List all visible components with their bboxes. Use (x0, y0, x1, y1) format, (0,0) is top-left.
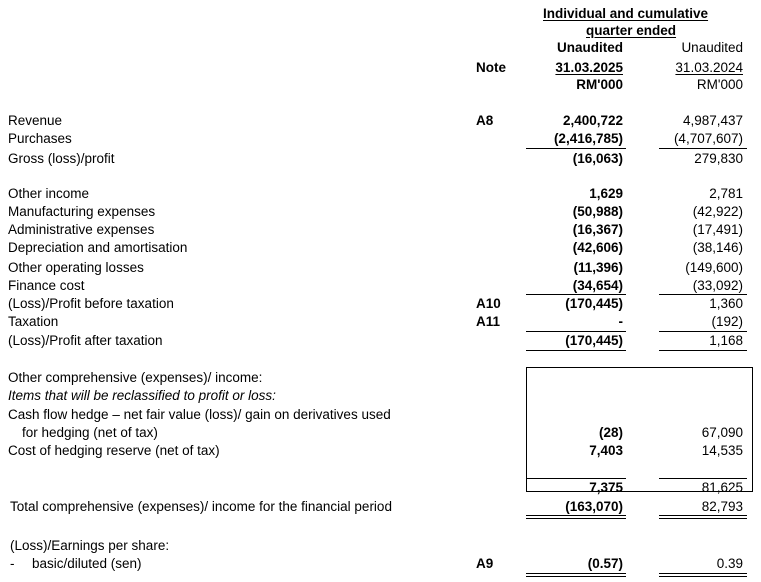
total-prior: 82,793 (701, 499, 743, 514)
row-label: Administrative expenses (8, 222, 155, 237)
row-label: Gross (loss)/profit (8, 151, 115, 166)
double-rule (659, 515, 747, 516)
eps-prior: 0.39 (716, 556, 743, 571)
row-prior: (42,922) (692, 204, 743, 219)
eps-heading: (Loss)/Earnings per share: (10, 538, 170, 553)
rule (659, 294, 747, 295)
current-unit: RM'000 (576, 77, 623, 92)
row-label: Other income (8, 186, 90, 201)
row-current: (42,606) (572, 240, 623, 255)
total-current: (163,070) (565, 499, 623, 514)
double-rule (526, 576, 626, 577)
row-current: (16,063) (572, 151, 623, 166)
hedging-prior: 14,535 (701, 443, 743, 458)
row-label: Taxation (8, 314, 59, 329)
row-label: Revenue (8, 113, 63, 128)
eps-bullet: - (10, 556, 15, 571)
oci-subtotal-prior: 81,625 (701, 480, 743, 495)
row-prior: 2,781 (709, 186, 743, 201)
row-label: Other operating losses (8, 260, 144, 275)
row-prior: (149,600) (685, 260, 743, 275)
cfh-label-line2: for hedging (net of tax) (22, 425, 158, 440)
row-prior: (192) (711, 314, 743, 329)
cfh-label-line1: Cash flow hedge – net fair value (loss)/ gain on derivatives used (8, 407, 391, 422)
row-note: A11 (476, 314, 501, 329)
prior-status: Unaudited (681, 40, 743, 55)
period-heading-line1: Individual and cumulative (543, 6, 709, 21)
row-label: Finance cost (8, 278, 85, 293)
double-rule (659, 518, 747, 519)
note-column-header: Note (476, 60, 506, 75)
row-label: Purchases (8, 131, 72, 146)
total-label: Total comprehensive (expenses)/ income for the financial period (10, 499, 392, 514)
row-current: 1,629 (589, 186, 623, 201)
cfh-current: (28) (598, 425, 623, 440)
oci-subtotal-current: 7,375 (589, 480, 623, 495)
row-label: (Loss)/Profit before taxation (8, 296, 174, 311)
rule (659, 331, 747, 332)
row-current: - (618, 314, 623, 329)
row-current: 2,400,722 (562, 113, 623, 128)
row-current: (16,367) (572, 222, 623, 237)
row-prior: (33,092) (692, 278, 743, 293)
double-rule (526, 515, 626, 516)
rule (659, 478, 747, 479)
row-current: (2,416,785) (553, 131, 623, 146)
rule (659, 350, 747, 351)
row-prior: (4,707,607) (673, 131, 743, 146)
prior-unit: RM'000 (696, 77, 743, 92)
row-note: A10 (476, 296, 501, 311)
eps-current: (0.57) (587, 556, 623, 571)
hedging-label: Cost of hedging reserve (net of tax) (8, 443, 220, 458)
row-current: (11,396) (573, 260, 623, 275)
row-current: (170,445) (565, 296, 623, 311)
row-prior: 4,987,437 (682, 113, 743, 128)
row-label: Depreciation and amortisation (8, 240, 188, 255)
oci-subheading: Items that will be reclassified to profit or loss: (8, 388, 276, 403)
hedging-current: 7,403 (589, 443, 623, 458)
row-prior: 279,830 (694, 151, 743, 166)
rule (526, 350, 626, 351)
current-date: 31.03.2025 (555, 60, 623, 75)
row-label: Manufacturing expenses (8, 204, 156, 219)
double-rule (659, 576, 747, 577)
prior-date: 31.03.2024 (675, 60, 743, 75)
rule (526, 331, 626, 332)
row-prior: (17,491) (692, 222, 743, 237)
cfh-prior: 67,090 (701, 425, 743, 440)
row-prior: 1,168 (709, 333, 743, 348)
rule (526, 294, 626, 295)
row-prior: 1,360 (709, 296, 743, 311)
double-rule (526, 518, 626, 519)
rule (526, 148, 626, 149)
row-current: (50,988) (572, 204, 623, 219)
eps-label: basic/diluted (sen) (32, 556, 142, 571)
row-prior: (38,146) (692, 240, 743, 255)
row-label: (Loss)/Profit after taxation (8, 333, 163, 348)
row-current: (34,654) (572, 278, 623, 293)
double-rule (659, 573, 747, 574)
row-current: (170,445) (565, 333, 623, 348)
current-status: Unaudited (557, 40, 623, 55)
row-note: A8 (476, 113, 494, 128)
rule (659, 148, 747, 149)
oci-heading: Other comprehensive (expenses)/ income: (8, 370, 263, 385)
double-rule (526, 573, 626, 574)
eps-note: A9 (476, 556, 494, 571)
rule (526, 478, 626, 479)
period-heading-line2: quarter ended (586, 23, 677, 38)
